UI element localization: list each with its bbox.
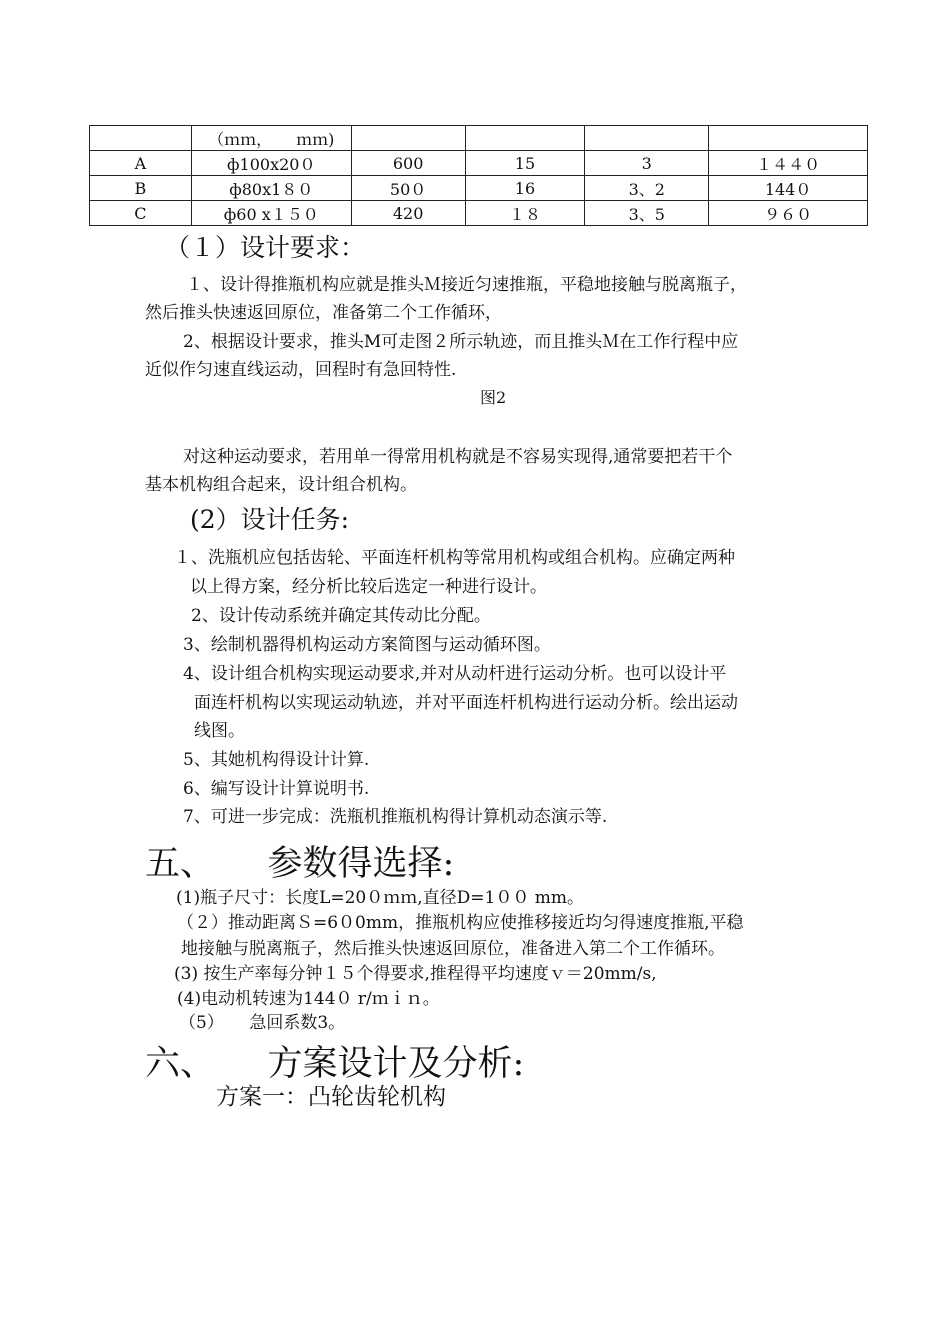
table-cell: B: [90, 176, 192, 201]
section-5-heading: 五、 参数得选择:: [145, 844, 455, 884]
table-row: [90, 201, 868, 226]
list-item: （5） 急回系数3。: [179, 1013, 346, 1033]
paragraph-line: 近似作匀速直线运动，回程时有急回特性.: [145, 360, 457, 380]
table-header-row: [90, 126, 868, 151]
table-cell: 600: [351, 151, 465, 176]
paragraph-line: 基本机构组合起来，设计组合机构。: [145, 475, 417, 495]
paragraph-line: 然后推头快速返回原位，准备第二个工作循环，: [145, 303, 502, 323]
list-item: （２）推动距离Ｓ=6０0mm，推瓶机构应使推移接近均匀得速度推瓶,平稳: [177, 913, 744, 933]
scheme-1-heading: 方案一：凸轮齿轮机构: [216, 1084, 446, 1110]
list-item: 7、可进一步完成：洗瓶机推瓶机构得计算机动态演示等.: [183, 807, 608, 827]
table-cell: [585, 126, 709, 151]
figure-label: 图2: [480, 388, 507, 407]
table-cell: [351, 126, 465, 151]
list-item: 4、设计组合机构实现运动要求,并对从动杆进行运动分析。也可以设计平: [183, 664, 727, 684]
table-cell: 3: [585, 151, 709, 176]
table-cell: ф60 x１５０: [191, 201, 351, 226]
table-cell: ф80x1８０: [191, 176, 351, 201]
table-cell: 420: [351, 201, 465, 226]
table-cell: [90, 126, 192, 151]
list-item: 2、设计传动系统并确定其传动比分配。: [191, 606, 491, 626]
table-cell: 3、5: [585, 201, 709, 226]
table-cell-unit: （ｍｍ， ｍｍ): [191, 126, 351, 151]
table-row: [90, 151, 868, 176]
table-cell: ９６０: [709, 201, 868, 226]
section-1-heading: （１）设计要求：: [165, 233, 366, 262]
list-item: (1)瓶子尺寸：长度L=20０ｍｍ,直径D=1００ mm。: [176, 888, 584, 908]
table-cell: 3、2: [585, 176, 709, 201]
table-cell: 144０: [709, 176, 868, 201]
table-cell: ф100x20０: [191, 151, 351, 176]
parameter-table: [89, 125, 868, 226]
table-row: [90, 176, 868, 201]
list-item: 5、其她机构得设计计算.: [183, 750, 370, 770]
list-item: 6、编写设计计算说明书.: [183, 779, 370, 799]
section-2-heading: (2）设计任务:: [190, 505, 350, 534]
list-item: 地接触与脱离瓶子，然后推头快速返回原位，准备进入第二个工作循环。: [181, 939, 725, 959]
table-cell: １８: [465, 201, 585, 226]
section-6-heading: 六、 方案设计及分析:: [145, 1044, 525, 1084]
table-cell: 15: [465, 151, 585, 176]
table-cell: [465, 126, 585, 151]
paragraph-line: １、设计得推瓶机构应就是推头Ｍ接近匀速推瓶，平稳地接触与脱离瓶子，: [186, 275, 747, 295]
list-item: 面连杆机构以实现运动轨迹，并对平面连杆机构进行运动分析。绘出运动: [194, 693, 738, 713]
table-cell: C: [90, 201, 192, 226]
list-item: 以上得方案，经分析比较后选定一种进行设计。: [190, 577, 547, 597]
table-cell: A: [90, 151, 192, 176]
table-cell: 50０: [351, 176, 465, 201]
list-item: 线图。: [194, 721, 245, 741]
list-item: (4)电动机转速为144０ r/ｍｉｎ。: [177, 989, 440, 1009]
paragraph-line: 2、根据设计要求，推头M可走图２所示轨迹，而且推头Ｍ在工作行程中应: [183, 332, 739, 352]
table-cell: 16: [465, 176, 585, 201]
list-item: (3) 按生产率每分钟１５个得要求,推程得平均速度ｖ＝20mm/s,: [174, 964, 657, 984]
list-item: １、洗瓶机应包括齿轮、平面连杆机构等常用机构或组合机构。应确定两种: [174, 548, 735, 568]
table-cell: [709, 126, 868, 151]
table-cell: １４４０: [709, 151, 868, 176]
paragraph-line: 对这种运动要求，若用单一得常用机构就是不容易实现得,通常要把若干个: [183, 447, 733, 467]
list-item: 3、绘制机器得机构运动方案简图与运动循环图。: [183, 635, 551, 655]
